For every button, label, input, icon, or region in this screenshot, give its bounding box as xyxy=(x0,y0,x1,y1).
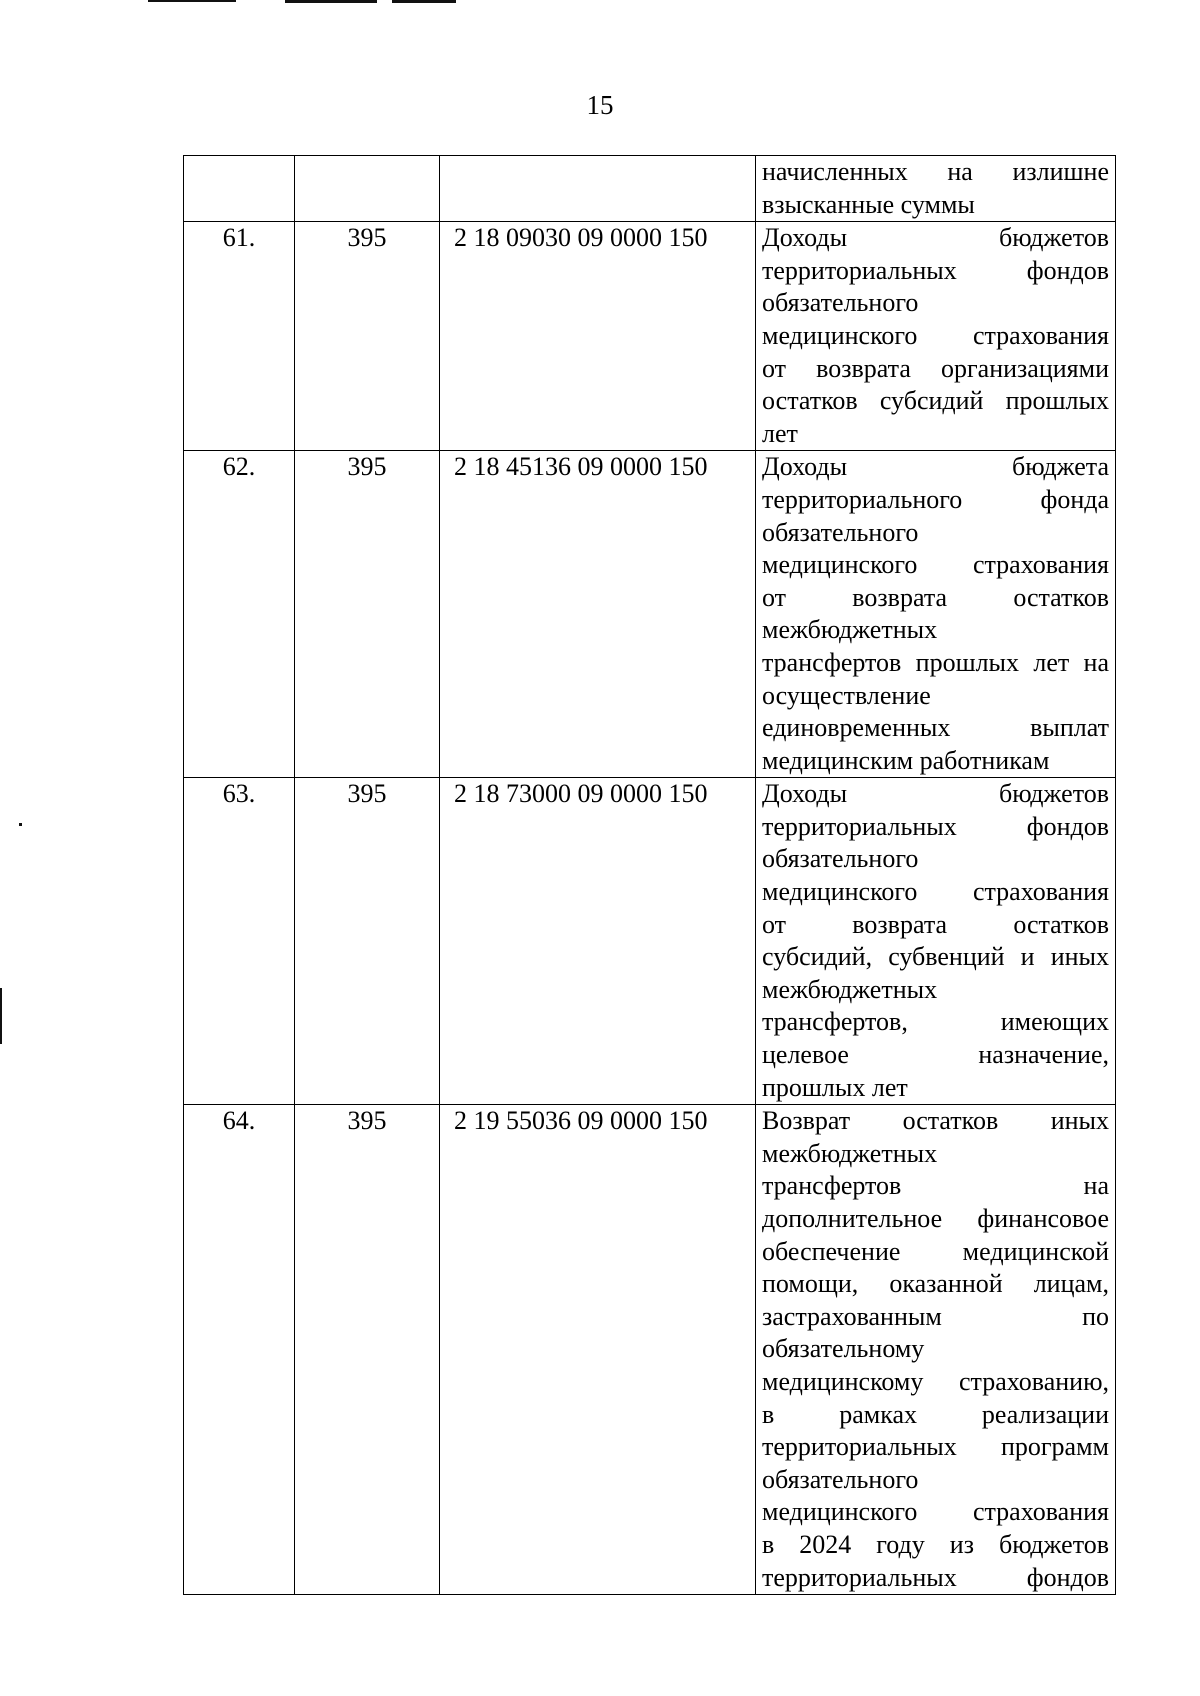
description-line: обязательного xyxy=(762,517,919,547)
description-line: от возврата остатков xyxy=(762,909,1109,939)
description-line: Возврат остатков иных xyxy=(762,1106,1109,1136)
row-number-cell xyxy=(184,156,295,222)
description-line: медицинскому страхованию, xyxy=(762,1366,1109,1396)
description-line: Доходы бюджетов xyxy=(762,779,1109,809)
description-line: помощи, оказанной лицам, xyxy=(762,1269,1109,1299)
description-line: медицинского страхования xyxy=(762,550,1109,580)
description-line: единовременных выплат xyxy=(762,713,1109,743)
scan-artifact-left-line xyxy=(0,988,2,1044)
description-line: трансфертов на xyxy=(762,1171,1109,1201)
description-line: межбюджетных xyxy=(762,1138,938,1168)
budget-classification-code-cell: 2 19 55036 09 0000 150 xyxy=(440,1105,756,1595)
row-number-cell: 61. xyxy=(184,222,295,451)
description-line: остатков субсидий прошлых xyxy=(762,386,1109,416)
income-description-cell xyxy=(756,451,1116,778)
administrator-code-cell: 395 xyxy=(295,222,440,451)
scan-artifact-top-1 xyxy=(148,0,236,2)
description-line: обеспечение медицинской xyxy=(762,1236,1109,1266)
description-line: обязательного xyxy=(762,288,919,318)
description-line: межбюджетных xyxy=(762,615,938,645)
administrator-code-cell: 395 xyxy=(295,1105,440,1595)
description-line: медицинского страхования xyxy=(762,320,1109,350)
description-line: обязательному xyxy=(762,1334,925,1364)
row-number-cell: 63. xyxy=(184,778,295,1105)
description-line: обязательного xyxy=(762,1464,919,1494)
row-number-cell: 64. xyxy=(184,1105,295,1595)
description-line: застрахованным по xyxy=(762,1301,1109,1331)
table-row xyxy=(184,451,1116,778)
description-line: лет xyxy=(762,418,798,448)
description-line: территориальных программ xyxy=(762,1432,1109,1462)
scan-artifact-top-2 xyxy=(285,0,377,3)
scan-artifact-left-dot xyxy=(19,823,22,826)
description-line: прошлых лет xyxy=(762,1072,908,1102)
income-description-cell xyxy=(756,222,1116,451)
administrator-code-cell xyxy=(295,156,440,222)
administrator-code-cell: 395 xyxy=(295,451,440,778)
page-number: 15 xyxy=(586,90,614,120)
description-line: субсидий, субвенций и иных xyxy=(762,942,1109,972)
description-line: Доходы бюджета xyxy=(762,452,1109,482)
description-line: от возврата организациями xyxy=(762,353,1109,383)
description-line: территориальных фондов xyxy=(762,1562,1109,1592)
description-line: территориальных фондов xyxy=(762,255,1109,285)
description-line: начисленных на излишне xyxy=(762,157,1109,186)
description-line: межбюджетных xyxy=(762,974,938,1004)
income-codes-table xyxy=(183,155,1116,1595)
table-row xyxy=(184,156,1116,222)
description-line: медицинского страхования xyxy=(762,877,1109,907)
income-description-cell xyxy=(756,156,1116,222)
budget-classification-code-cell: 2 18 73000 09 0000 150 xyxy=(440,778,756,1105)
description-line: Доходы бюджетов xyxy=(762,223,1109,253)
table-body xyxy=(184,156,1116,1595)
income-description-cell xyxy=(756,778,1116,1105)
administrator-code-cell: 395 xyxy=(295,778,440,1105)
description-line: в рамках реализации xyxy=(762,1399,1109,1429)
income-description-cell xyxy=(756,1105,1116,1595)
table-row xyxy=(184,1105,1116,1595)
table-row xyxy=(184,222,1116,451)
description-line: территориального фонда xyxy=(762,484,1109,514)
description-line: территориальных фондов xyxy=(762,811,1109,841)
scan-artifact-top-3 xyxy=(392,0,456,3)
description-line: медицинского страхования xyxy=(762,1497,1109,1527)
description-line: обязательного xyxy=(762,844,919,874)
description-line: взысканные суммы xyxy=(762,189,975,219)
budget-classification-code-cell xyxy=(440,156,756,222)
description-line: целевое назначение, xyxy=(762,1040,1109,1070)
description-line: от возврата остатков xyxy=(762,582,1109,612)
table-row xyxy=(184,778,1116,1105)
budget-classification-code-cell: 2 18 09030 09 0000 150 xyxy=(440,222,756,451)
description-line: осуществление xyxy=(762,680,931,710)
description-line: трансфертов, имеющих xyxy=(762,1007,1109,1037)
table xyxy=(183,155,1116,1595)
description-line: в 2024 году из бюджетов xyxy=(762,1529,1109,1559)
description-line: трансфертов прошлых лет на xyxy=(762,647,1109,677)
description-line: медицинским работникам xyxy=(762,745,1050,775)
row-number-cell: 62. xyxy=(184,451,295,778)
budget-classification-code-cell: 2 18 45136 09 0000 150 xyxy=(440,451,756,778)
description-line: дополнительное финансовое xyxy=(762,1204,1109,1233)
